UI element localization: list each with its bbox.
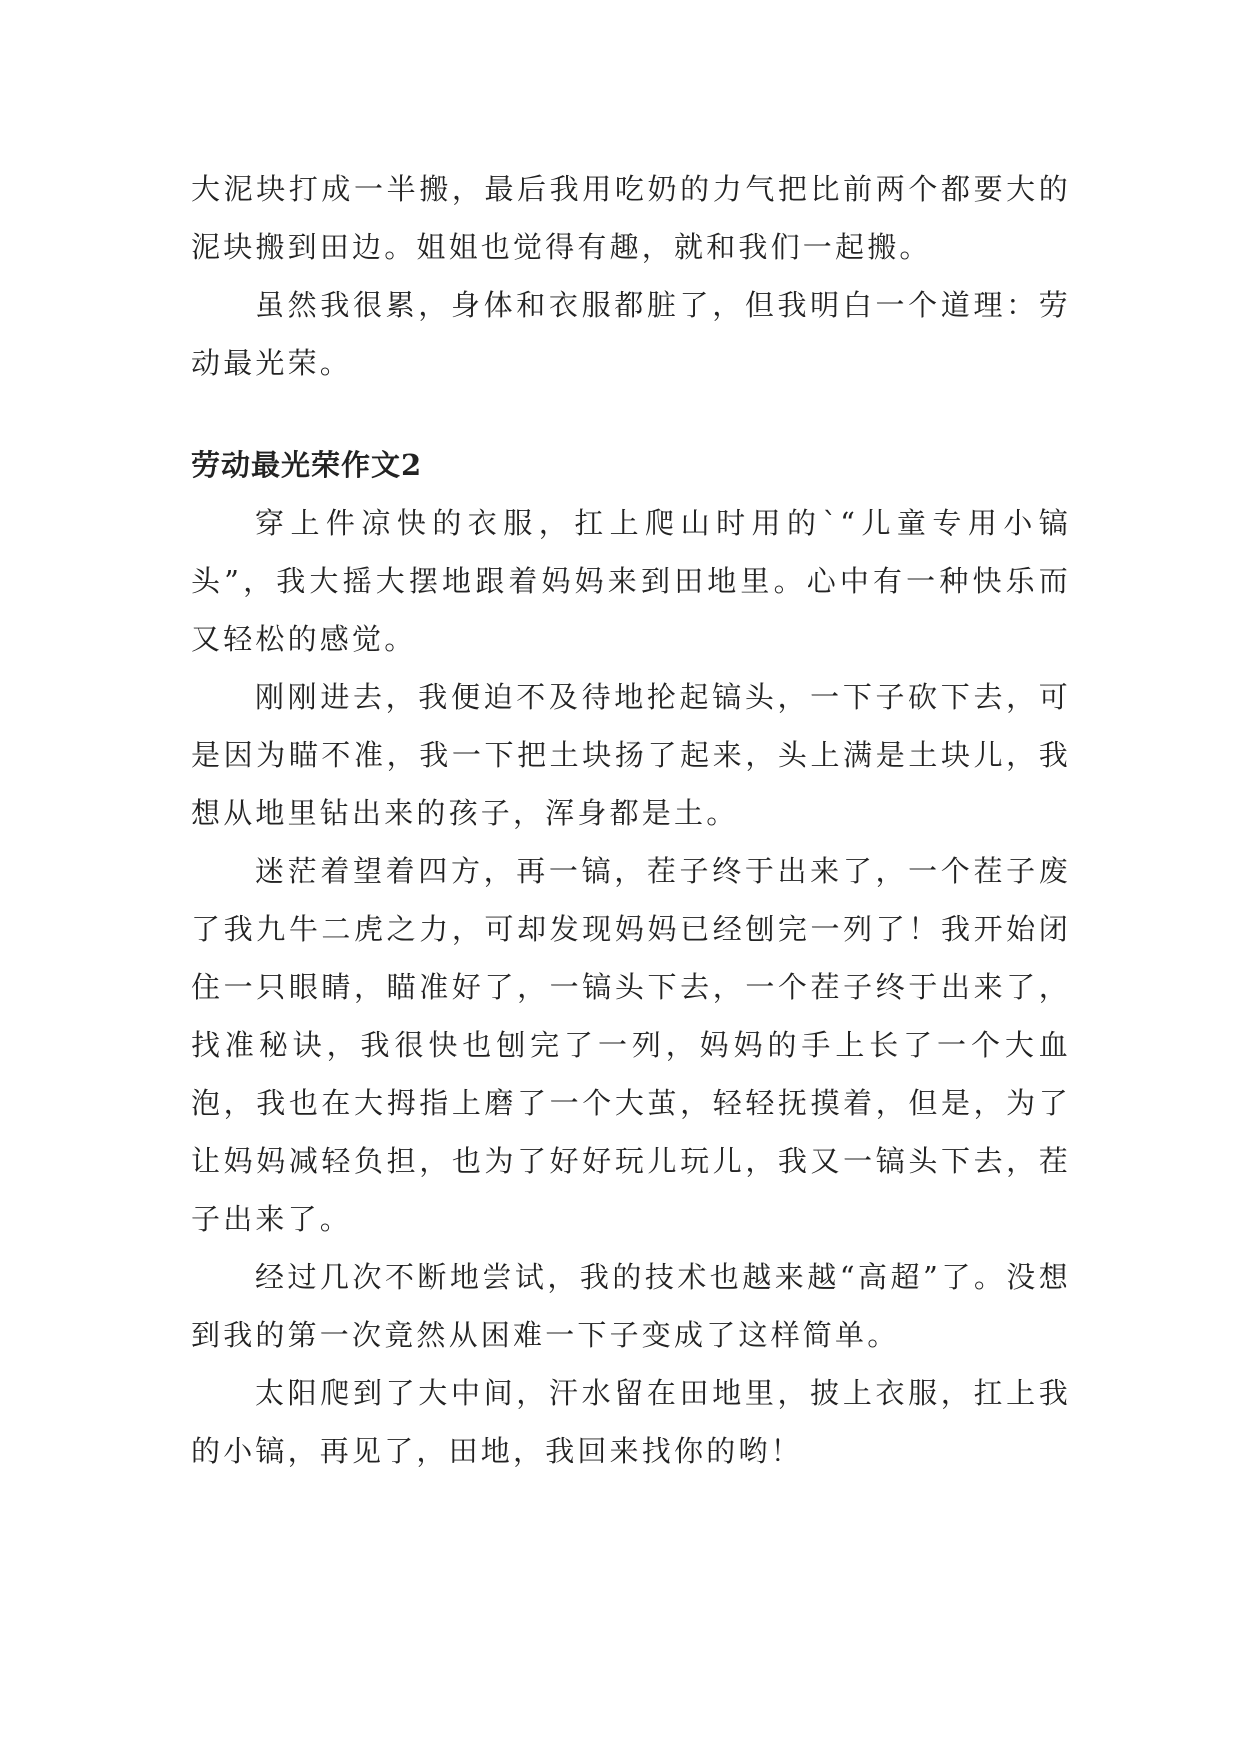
- document-body: [191, 160, 1071, 1480]
- paragraph-4: 经过几次不断地尝试，我的技术也越来越“高超”了。没想到我的第一次竟然从困难一下子变成了这样简单。: [191, 1260, 1071, 1352]
- paragraph-3: 迷茫着望着四方，再一镐，茬子终于出来了，一个茬子废了我九牛二虎之力，可却发现妈妈已经刨完一列了！我开始闭住一只眼睛，瞄准好了，一镐头下去，一个茬子终于出来了，找准秘诀，我很快也刨完了一列，妈妈的手上长了一个大血泡，我也在大拇指上磨了一个大茧，轻轻抚摸着，但是，为了让妈妈减轻负担，也为了好好玩儿玩儿，我又一镐头下去，茬子出来了。: [191, 854, 1071, 1236]
- paragraph-2: 刚刚进去，我便迫不及待地抡起镐头，一下子砍下去，可是因为瞄不准，我一下把土块扬了起来，头上满是土块儿，我想从地里钻出来的孩子，浑身都是土。: [191, 680, 1071, 830]
- paragraph-continuation-1: 大泥块打成一半搬，最后我用吃奶的力气把比前两个都要大的泥块搬到田边。姐姐也觉得有趣，就和我们一起搬。: [191, 172, 1071, 264]
- paragraph-1: 穿上件凉快的衣服，扛上爬山时用的`“儿童专用小镐头”，我大摇大摆地跟着妈妈来到田地里。心中有一种快乐而又轻松的感觉。: [191, 506, 1071, 656]
- paragraph-5: 太阳爬到了大中间，汗水留在田地里，披上衣服，扛上我的小镐，再见了，田地，我回来找你的哟！: [191, 1376, 1071, 1468]
- section-title: 劳动最光荣作文2: [191, 448, 423, 482]
- paragraph-continuation-2: 虽然我很累，身体和衣服都脏了，但我明白一个道理：劳动最光荣。: [191, 288, 1071, 380]
